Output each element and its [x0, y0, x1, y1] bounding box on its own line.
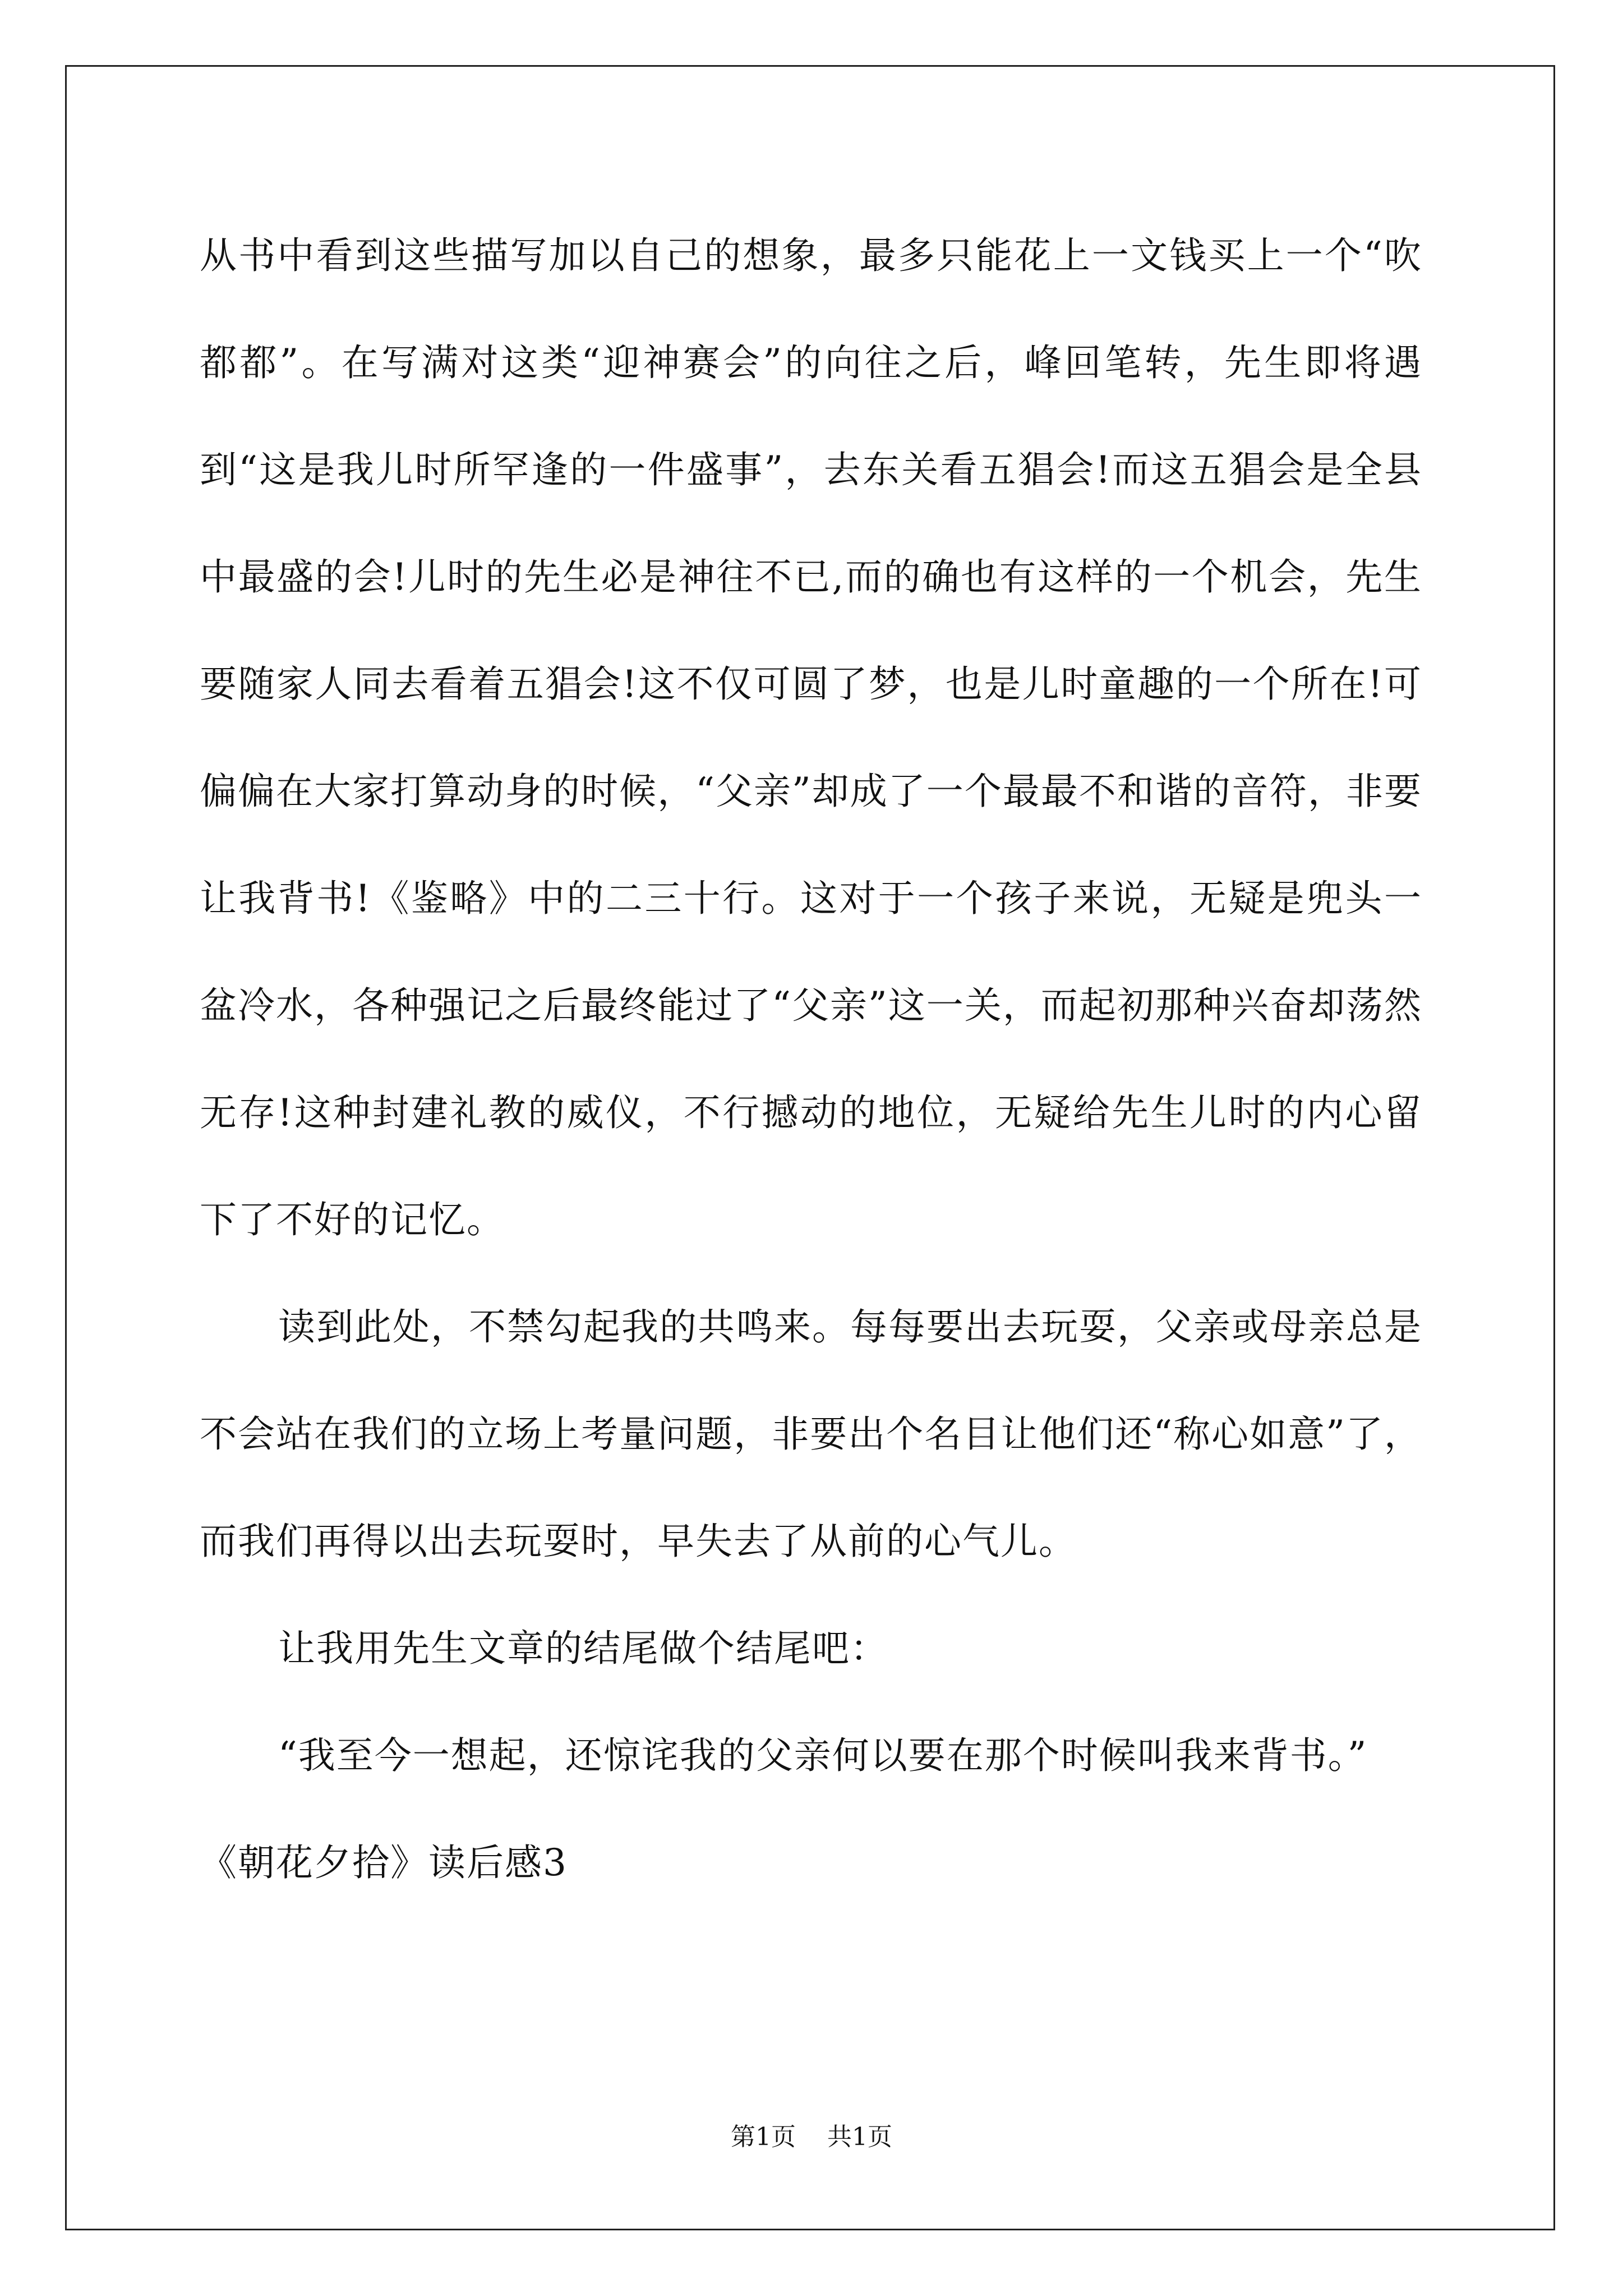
paragraph-2: 读到此处，不禁勾起我的共鸣来。每每要出去玩耍，父亲或母亲总是不会站在我们的立场上考量问题，非要出个名目让他们还“称心如意”了，而我们再得以出去玩耍时，早失去了从前的心气儿。 [200, 1305, 1422, 1563]
page-number: 第1页 [731, 2123, 796, 2151]
paragraph-4: “我至今一想起，还惊诧我的父亲何以要在那个时候叫我来背书。” [278, 1734, 1368, 1777]
page-total: 共1页 [827, 2123, 892, 2151]
page-footer [0, 2120, 1623, 2154]
section-heading: 《朝花夕拾》读后感3 [200, 1841, 568, 1884]
paragraph-3: 让我用先生文章的结尾做个结尾吧： [278, 1627, 888, 1670]
paragraph-1: 从书中看到这些描写加以自己的想象，最多只能花上一文钱买上一个“吹都都”。在写满对这类“迎神赛会”的向往之后，峰回笔转，先生即将遇到“这是我儿时所罕逢的一件盛事”，去东关看五猖会!而这五猖会是全县中最盛的会!儿时的先生必是神往不已,而的确也有这样的一个机会，先生要随家人同去看着五猖会!这不仅可圆了梦，也是儿时童趣的一个所在!可偏偏在大家打算动身的时候，“父亲”却成了一个最最不和谐的音符，非要让我背书!《鉴略》中的二三十行。这对于一个孩子来说，无疑是兜头一盆冷水，各种强记之后最终能过了“父亲”这一关，而起初那种兴奋却荡然无存!这种封建礼教的威仪，不行撼动的地位，无疑给先生儿时的内心留下了不好的记忆。 [200, 234, 1422, 1241]
document-body [200, 202, 1422, 1916]
